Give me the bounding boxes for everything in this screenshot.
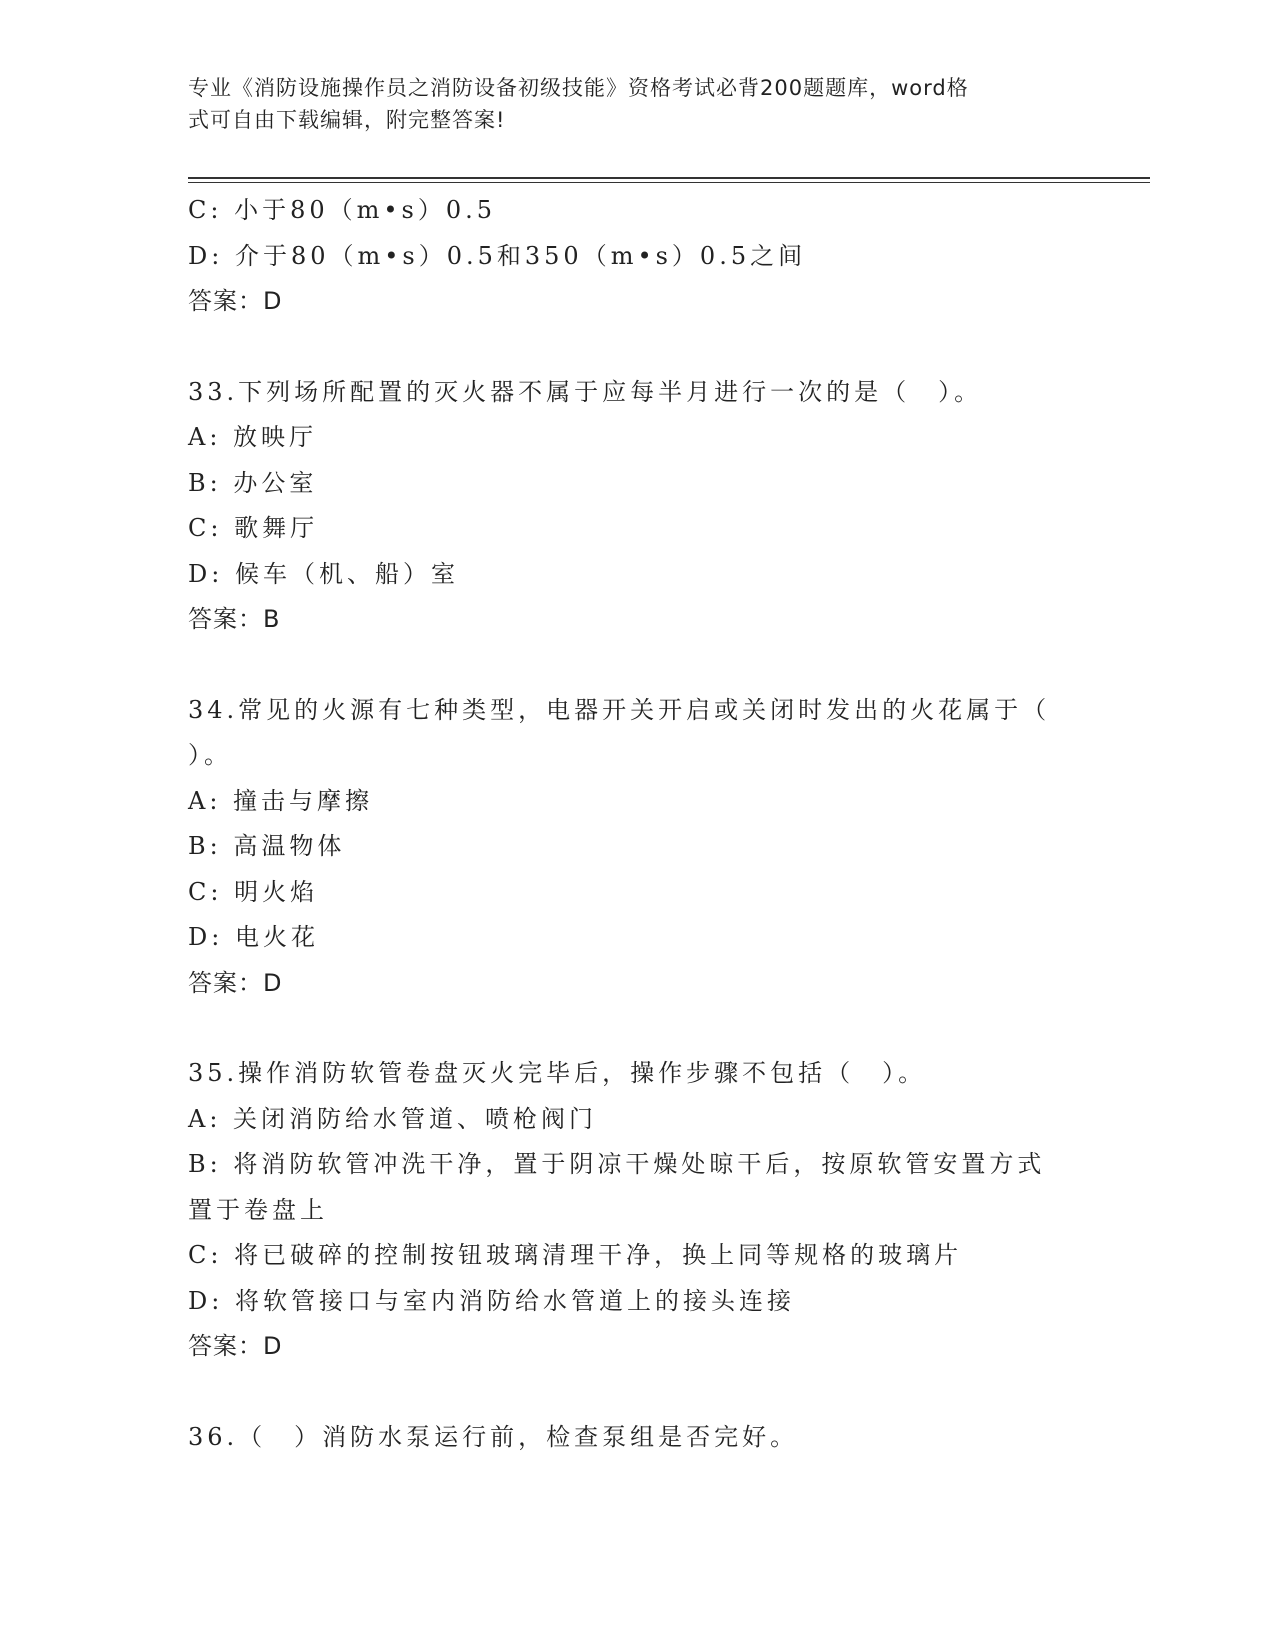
option-b-continued: 置于卷盘上 — [188, 1195, 328, 1224]
answer: 答案：D — [188, 968, 283, 997]
question-block-34 — [188, 688, 1108, 1007]
header-line-1: 专业《消防设施操作员之消防设备初级技能》资格考试必背200题题库，word格 — [188, 76, 969, 100]
question-stem-continued: ）。 — [188, 741, 232, 769]
option-c: C: 明火焰 — [188, 877, 319, 906]
question-block-35 — [188, 1051, 1108, 1370]
option-a: A: 关闭消防给水管道、喷枪阀门 — [188, 1104, 598, 1133]
option-d: D: 电火花 — [188, 923, 319, 951]
header-rule-thick — [188, 177, 1150, 179]
question-block-36 — [188, 1415, 1108, 1461]
question-list — [188, 188, 1108, 1460]
option-a: A: 放映厅 — [188, 423, 318, 451]
document-header — [188, 72, 1068, 136]
option-c: C: 小于80（m•s）0.5 — [188, 196, 497, 224]
header-rule-thin — [188, 182, 1150, 183]
option-d: D: 候车（机、船）室 — [188, 559, 459, 588]
option-d: D: 将软管接口与室内消防给水管道上的接头连接 — [188, 1286, 795, 1315]
question-stem: 36.（ ）消防水泵运行前，检查泵组是否完好。 — [188, 1422, 799, 1451]
option-b: B: 办公室 — [188, 468, 318, 497]
answer: 答案：B — [188, 605, 281, 633]
option-c: C: 将已破碎的控制按钮玻璃清理干净，换上同等规格的玻璃片 — [188, 1241, 963, 1269]
option-b: B: 高温物体 — [188, 832, 346, 860]
question-block-32 — [188, 188, 1108, 325]
question-stem: 34.常见的火源有七种类型，电器开关开启或关闭时发出的火花属于（ — [188, 695, 1051, 724]
answer: 答案：D — [188, 1332, 283, 1360]
option-a: A: 撞击与摩擦 — [188, 786, 374, 815]
question-stem: 35.操作消防软管卷盘灭火完毕后，操作步骤不包括（ ）。 — [188, 1059, 927, 1087]
option-b: B: 将消防软管冲洗干净，置于阴凉干燥处晾干后，按原软管安置方式 — [188, 1150, 1046, 1178]
question-stem: 33.下列场所配置的灭火器不属于应每半月进行一次的是（ ）。 — [188, 377, 983, 406]
option-d: D: 介于80（m•s）0.5和350（m•s）0.5之间 — [188, 241, 807, 270]
question-block-33 — [188, 370, 1108, 643]
option-c: C: 歌舞厅 — [188, 514, 319, 542]
answer: 答案：D — [188, 287, 283, 315]
header-line-2: 式可自由下载编辑，附完整答案! — [188, 108, 506, 132]
